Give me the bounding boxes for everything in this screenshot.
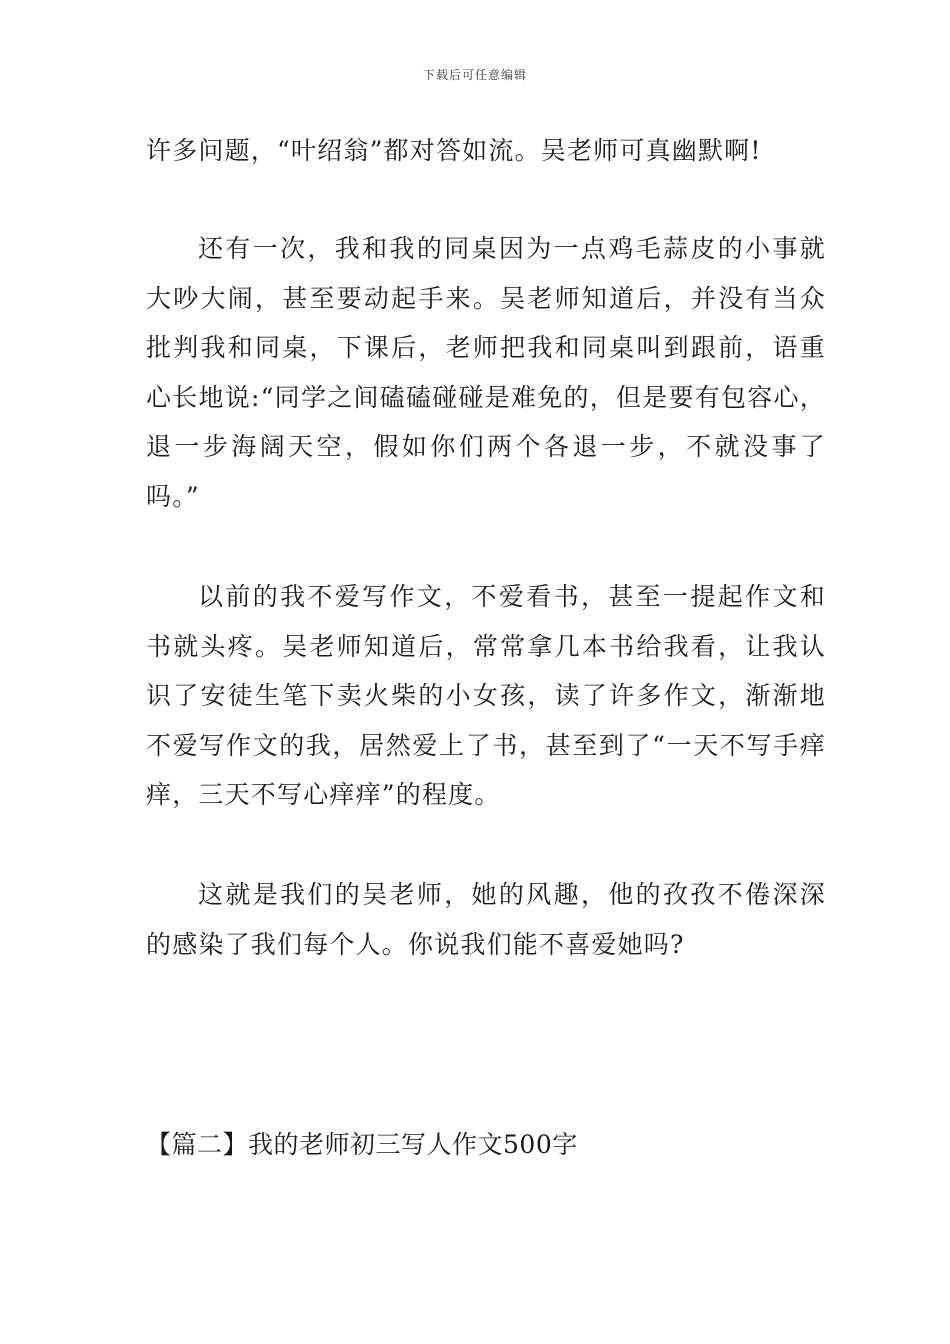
paragraph-deskmate-story: 还有一次，我和我的同桌因为一点鸡毛蒜皮的小事就大吵大闹，甚至要动起手来。吴老师知道后，并没有当众批判我和同桌，下课后，老师把我和同桌叫到跟前，语重心长地说:“同学之间磕磕碰碰是难免的，但是要有包容心，退一步海阔天空，假如你们两个各退一步，不就没事了吗。” [146, 234, 826, 511]
paragraph-reading-story: 以前的我不爱写作文，不爱看书，甚至一提起作文和书就头疼。吴老师知道后，常常拿几本书给我看，让我认识了安徒生笔下卖火柴的小女孩，读了许多作文，渐渐地不爱写作文的我，居然爱上了书，甚至到了“一天不写手痒痒，三天不写心痒痒”的程度。 [146, 582, 826, 809]
paragraph-conclusion: 这就是我们的吴老师，她的风趣，他的孜孜不倦深深的感染了我们每个人。你说我们能不喜爱她吗? [146, 880, 826, 959]
section-heading: 【篇二】我的老师初三写人作文500字 [146, 1130, 578, 1159]
header-note: 下载后可任意编辑 [422, 68, 527, 82]
paragraph-continuation: 许多问题，“叶绍翁”都对答如流。吴老师可真幽默啊! [146, 136, 762, 165]
